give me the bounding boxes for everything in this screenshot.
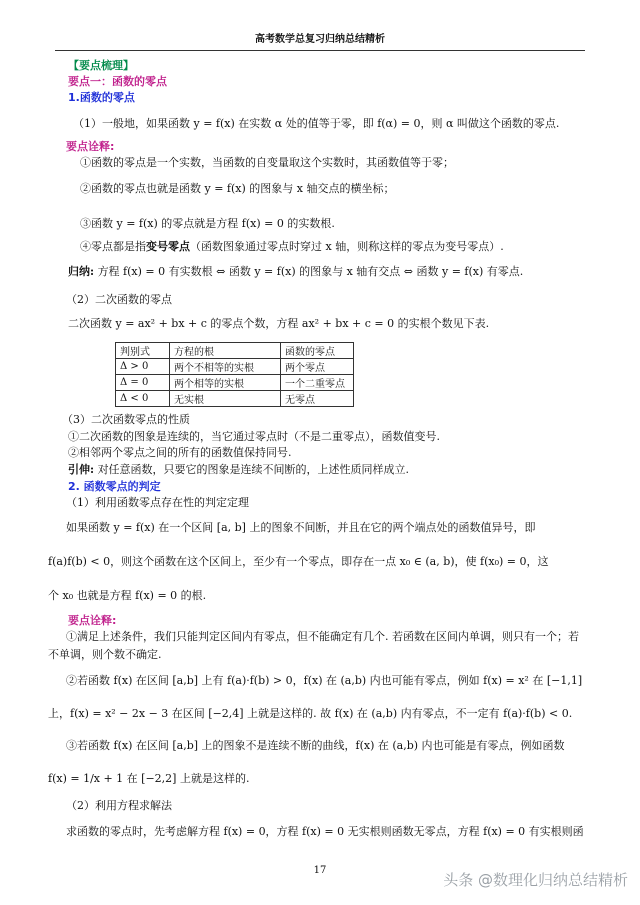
note-item-3: ③函数 y = f(x) 的零点就是方程 f(x) = 0 的实数根. xyxy=(80,217,335,230)
table-cell: Δ > 0 xyxy=(116,359,170,375)
table-header-cell: 判别式 xyxy=(116,343,170,359)
subsection-quadratic-properties: （3）二次函数零点的性质 xyxy=(62,413,190,426)
table-cell: 两个不相等的实根 xyxy=(170,359,281,375)
table-cell: Δ < 0 xyxy=(116,391,170,407)
table-cell: 无零点 xyxy=(281,391,354,407)
subsection-quadratic: （2）二次函数的零点 xyxy=(66,293,172,306)
property-1: ①二次函数的图象是连续的，当它通过零点时（不是二重零点），函数值变号. xyxy=(68,430,440,443)
watermark: 头条 @数理化归纳总结精析 xyxy=(443,871,628,889)
explanation-3-line-1: ③若函数 f(x) 在区间 [a,b] 上的图象不是连续不断的曲线，f(x) 在 (a,b) 内也可能是有零点，例如函数 xyxy=(66,739,565,752)
note-label-2: 要点诠释: xyxy=(68,614,117,627)
extension-line xyxy=(68,464,409,475)
summary-line xyxy=(68,266,523,277)
table-header-cell: 函数的零点 xyxy=(281,343,354,359)
point-one-title: 要点一：函数的零点 xyxy=(68,75,167,88)
subsection-equation-method: （2）利用方程求解法 xyxy=(66,799,172,812)
summary-label: 归纳: xyxy=(68,265,95,278)
table-header-row xyxy=(116,343,354,359)
table-cell: 两个零点 xyxy=(281,359,354,375)
explanation-2-line-2: 上，f(x) = x² − 2x − 3 在区间 [−2,4] 上就是这样的. 故 f(x) 在 (a,b) 内有零点，不一定有 f(a)·f(b) < 0. xyxy=(48,707,573,720)
table-cell: 一个二重零点 xyxy=(281,375,354,391)
heading-function-zero: 1.函数的零点 xyxy=(68,91,135,104)
note-item-2: ②函数的零点也就是函数 y = f(x) 的图象与 x 轴交点的横坐标； xyxy=(80,182,395,195)
note-item-4-emphasis: 变号零点 xyxy=(146,240,190,253)
page-number: 17 xyxy=(313,865,327,876)
explanation-3-line-2: f(x) = 1/x + 1 在 [−2,2] 上就是这样的. xyxy=(48,772,250,785)
quadratic-paragraph: 二次函数 y = ax² + bx + c 的零点个数，方程 ax² + bx + c = 0 的实根个数见下表. xyxy=(68,317,490,330)
property-2: ②相邻两个零点之间的所有的函数值保持同号. xyxy=(68,446,292,459)
explanation-2-line-1: ②若函数 f(x) 在区间 [a,b] 上有 f(a)·f(b) > 0，f(x) 在 (a,b) 内也可能有零点，例如 f(x) = x² 在 [−1,1] xyxy=(66,674,583,687)
heading-zero-determination: 2. 函数零点的判定 xyxy=(68,480,161,493)
table-row xyxy=(116,359,354,375)
note-item-4-suffix: （函数图象通过零点时穿过 x 轴，则称这样的零点为变号零点）. xyxy=(190,240,504,253)
extension-label: 引伸: xyxy=(68,463,95,476)
definition-paragraph: （1）一般地，如果函数 y = f(x) 在实数 α 处的值等于零，即 f(α) = 0，则 α 叫做这个函数的零点. xyxy=(73,117,560,130)
note-item-4-prefix: ④零点都是指 xyxy=(80,240,146,253)
theorem-line-1: 如果函数 y = f(x) 在一个区间 [a, b] 上的图象不间断，并且在它的两个端点处的函数值异号，即 xyxy=(66,521,536,534)
table-cell: 两个相等的实根 xyxy=(170,375,281,391)
table-cell: Δ = 0 xyxy=(116,375,170,391)
theorem-line-2: f(a)f(b) < 0，则这个函数在这个区间上，至少有一个零点，即存在一点 x₀ ∈ (a, b)，使 f(x₀) = 0，这 xyxy=(48,555,549,568)
explanation-1-line-1: ①满足上述条件，我们只能判定区间内有零点，但不能确定有几个. 若函数在区间内单调，则只有一个；若 xyxy=(66,630,579,643)
note-item-1: ①函数的零点是一个实数，当函数的自变量取这个实数时，其函数值等于零； xyxy=(80,156,454,169)
extension-text: 对任意函数，只要它的图象是连续不间断的，上述性质同样成立. xyxy=(97,463,410,476)
explanation-1-line-2: 不单调，则个数不确定. xyxy=(48,648,162,661)
section-label: 【要点梳理】 xyxy=(68,59,134,72)
equation-method-line: 求函数的零点时，先考虑解方程 f(x) = 0，方程 f(x) = 0 无实根则函数无零点，方程 f(x) = 0 有实根则函 xyxy=(66,825,584,838)
subsection-existence-theorem: （1）利用函数零点存在性的判定定理 xyxy=(66,496,249,509)
header-rule xyxy=(55,50,585,51)
table-row xyxy=(116,375,354,391)
table-row xyxy=(116,391,354,407)
summary-text: 方程 f(x) = 0 有实数根 ⇔ 函数 y = f(x) 的图象与 x 轴有交点 ⇔ 函数 y = f(x) 有零点. xyxy=(97,265,524,278)
table-header-cell: 方程的根 xyxy=(170,343,281,359)
note-item-4 xyxy=(80,241,504,252)
table-cell: 无实根 xyxy=(170,391,281,407)
discriminant-table xyxy=(115,342,354,407)
note-label-1: 要点诠释: xyxy=(66,140,115,153)
theorem-line-3: 个 x₀ 也就是方程 f(x) = 0 的根. xyxy=(48,589,207,602)
page-header-title: 高考数学总复习归纳总结精析 xyxy=(255,34,385,45)
